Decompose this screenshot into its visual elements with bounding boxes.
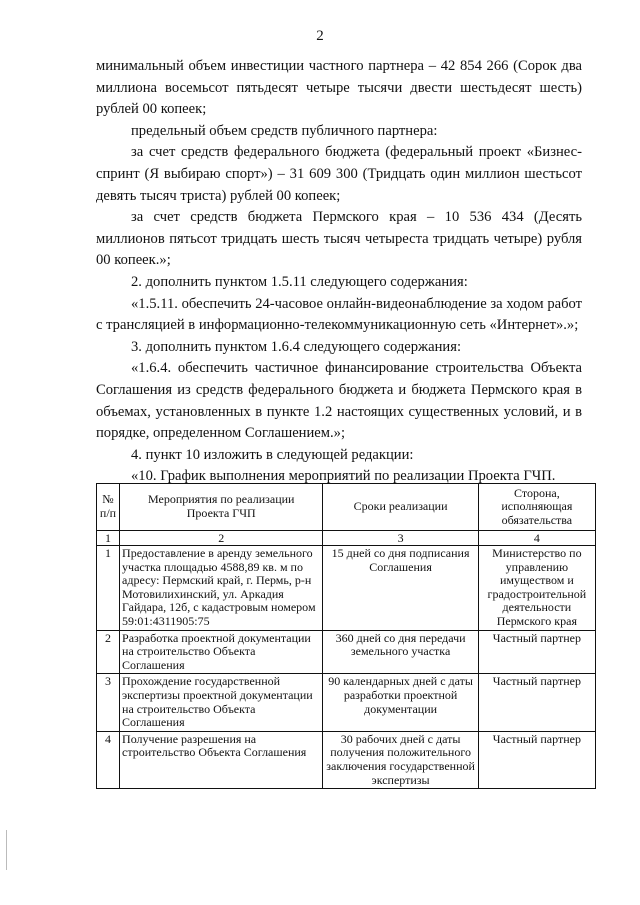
table-row [97, 731, 596, 788]
paragraph-1-5-11: «1.5.11. обеспечить 24-часовое онлайн-видеонаблюдение за ходом работ с трансляцией в информационно-телекоммуникационную сеть «Интернет».»; [96, 295, 582, 334]
row-event: Прохождение государственной экспертизы проектной документации на строительство Объекта Соглашения [120, 674, 323, 731]
row-term: 30 рабочих дней с даты получения положительного заключения государственной экспертизы [323, 731, 478, 788]
paragraph-item-3: 3. дополнить пунктом 1.6.4 следующего содержания: [131, 338, 462, 355]
row-term: 15 дней со дня подписания Соглашения [323, 546, 478, 631]
header-term: Сроки реализации [323, 484, 478, 531]
column-number: 2 [120, 531, 323, 546]
row-party: Частный партнер [478, 630, 595, 674]
row-party: Частный партнер [478, 674, 595, 731]
paragraph-min-investment: минимальный объем инвестиции частного партнера – 42 854 266 (Сорок два миллиона восемьсот пятьдесят четыре тысячи двести шестьдесят шесть) рублей 00 копеек; [96, 58, 582, 118]
table-row [97, 546, 596, 631]
paragraph-federal-budget: за счет средств федерального бюджета (федеральный проект «Бизнес-спринт (Я выбираю спорт») – 31 609 300 (Тридцать один миллион шестьсот девять тысяч триста) рублей 00 копеек; [96, 144, 582, 204]
row-party: Министерство по управлению имуществом и градостроительной деятельности Пермского края [478, 546, 595, 631]
paragraph-schedule-title: «10. График выполнения мероприятий по реализации Проекта ГЧП. [131, 468, 556, 485]
paragraph-public-funds: предельный объем средств публичного партнера: [131, 122, 438, 139]
document-body [96, 56, 582, 488]
row-term: 360 дней со дня передачи земельного участка [323, 630, 478, 674]
header-event: Мероприятия по реализации Проекта ГЧП [120, 484, 323, 531]
row-number: 4 [97, 731, 120, 788]
table-row [97, 630, 596, 674]
paragraph-item-2: 2. дополнить пунктом 1.5.11 следующего содержания: [131, 273, 468, 290]
table-row [97, 674, 596, 731]
column-number-row [97, 531, 596, 546]
row-event: Получение разрешения на строительство Объекта Соглашения [120, 731, 323, 788]
column-number: 1 [97, 531, 120, 546]
paragraph-1-6-4: «1.6.4. обеспечить частичное финансирование строительства Объекта Соглашения из средств федерального бюджета и бюджета Пермского края в объемах, установленных в пункте 1.2 настоящих существенных условий, и в порядке, определенном Соглашением.»; [96, 360, 582, 442]
row-number: 2 [97, 630, 120, 674]
table-header-row [97, 484, 596, 531]
column-number: 3 [323, 531, 478, 546]
row-term: 90 календарных дней с даты разработки проектной документации [323, 674, 478, 731]
row-number: 3 [97, 674, 120, 731]
header-number: № п/п [97, 484, 120, 531]
header-party: Сторона, исполняющая обязательства [478, 484, 595, 531]
row-number: 1 [97, 546, 120, 631]
column-number: 4 [478, 531, 595, 546]
paragraph-item-4: 4. пункт 10 изложить в следующей редакции: [131, 446, 414, 463]
scan-edge-mark [6, 830, 7, 870]
page-number: 2 [316, 28, 324, 44]
paragraph-regional-budget: за счет средств бюджета Пермского края – 10 536 434 (Десять миллионов пятьсот тридцать шесть тысяч четыреста тридцать четыре) рубля 00 копеек.»; [96, 209, 582, 269]
row-party: Частный партнер [478, 731, 595, 788]
row-event: Предоставление в аренду земельного участка площадью 4588,89 кв. м по адресу: Пермский край, г. Пермь, р-н Мотовилихинский, ул. Аркадия Гайдара, 12б, с кадастровым номером 59:01:4311905:75 [120, 546, 323, 631]
schedule-table [96, 483, 596, 789]
row-event: Разработка проектной документации на строительство Объекта Соглашения [120, 630, 323, 674]
